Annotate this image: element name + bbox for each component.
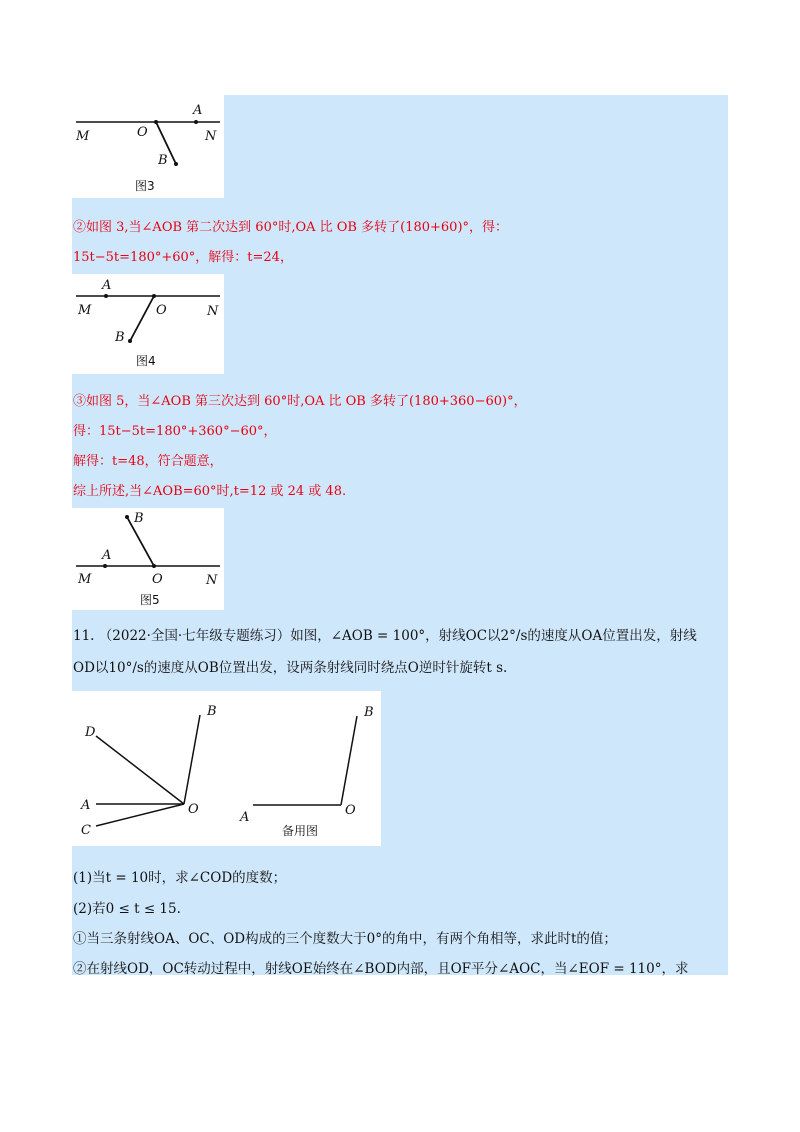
solution-line-6: 综上所述,当∠AOB=60°时,t=12 或 24 或 48.: [73, 484, 347, 499]
label-m: M: [78, 303, 92, 318]
figure-4-caption: 图4: [136, 354, 156, 368]
label-b-spare: B: [364, 705, 374, 720]
figure-q11-diagram: [72, 691, 381, 846]
question-line-1: 11. （2022·全国·七年级专题练习）如图，∠AOB = 100°，射线OC以2°/s的速度从OA位置出发，射线: [73, 628, 697, 644]
label-o-spare: O: [345, 803, 356, 818]
label-c: C: [81, 823, 91, 838]
solution-line-2: 15t−5t=180°+60°，解得：t=24，: [73, 250, 293, 265]
question-part-2: (2)若0 ≤ t ≤ 15.: [73, 901, 181, 917]
question-line-2: OD以10°/s的速度从OB位置出发，设两条射线同时绕点O逆时针旋转t s.: [73, 660, 508, 676]
label-a: A: [81, 798, 91, 813]
label-a: A: [193, 103, 203, 118]
label-b: B: [115, 330, 125, 345]
figure-5: [72, 508, 224, 610]
question-part-2-1: ①当三条射线OA、OC、OD构成的三个度数大于0°的角中，有两个角相等，求此时t的值；: [73, 931, 617, 947]
label-b: B: [158, 153, 168, 168]
figure-5-caption: 图5: [140, 593, 160, 607]
label-n: N: [207, 304, 219, 319]
label-o: O: [152, 572, 163, 587]
figure-3-caption: 图3: [135, 179, 155, 193]
label-b: B: [134, 511, 144, 526]
figure-3-diagram: [72, 95, 224, 198]
label-o: O: [188, 802, 199, 817]
label-m: M: [78, 572, 92, 587]
solution-line-4: 得：15t−5t=180°+360°−60°，: [73, 424, 277, 439]
solution-line-1: ②如图 3,当∠AOB 第二次达到 60°时,OA 比 OB 多转了(180+60)°，得：: [73, 220, 509, 235]
label-a: A: [102, 278, 112, 293]
figure-4: [72, 274, 224, 374]
label-b: B: [207, 704, 217, 719]
spare-figure-caption: 备用图: [282, 824, 319, 838]
label-a: A: [102, 548, 112, 563]
label-d: D: [85, 725, 96, 740]
question-part-1: (1)当t = 10时，求∠COD的度数；: [73, 870, 287, 886]
label-o: O: [137, 125, 148, 140]
label-n: N: [206, 573, 218, 588]
label-o: O: [156, 303, 167, 318]
figure-5-diagram: [72, 508, 224, 610]
label-a-spare: A: [240, 810, 250, 825]
figure-4-diagram: [72, 274, 224, 374]
label-m: M: [76, 129, 90, 144]
figure-q11: [72, 691, 381, 846]
solution-line-3: ③如图 5，当∠AOB 第三次达到 60°时,OA 比 OB 多转了(180+360−60)°，: [73, 394, 527, 409]
figure-3: [72, 95, 224, 198]
question-part-2-2: ②在射线OD，OC转动过程中，射线OE始终在∠BOD内部，且OF平分∠AOC，当∠EOF = 110°，求: [73, 961, 689, 977]
label-n: N: [205, 129, 217, 144]
solution-line-5: 解得：t=48，符合题意，: [73, 454, 223, 469]
